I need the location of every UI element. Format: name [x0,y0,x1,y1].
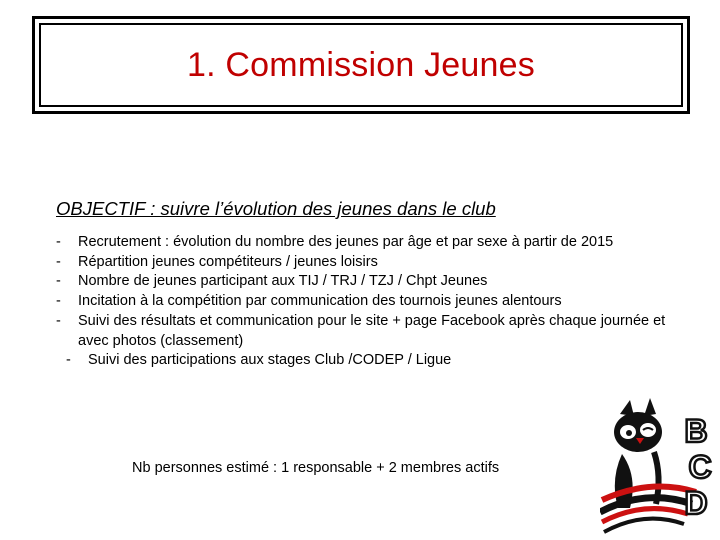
bullet-text: Suivi des participations aux stages Club /CODEP / Ligue [88,352,452,369]
bullet-item [56,272,696,292]
club-logo [600,396,716,536]
title-inner-border [39,23,683,107]
bullet-item [56,253,696,273]
objective-heading: OBJECTIF : suivre l’évolution des jeunes dans le club [56,198,496,219]
bullet-marker: - [66,352,71,369]
title-frame [32,16,690,114]
slide-title: 1. Commission Jeunes [187,45,535,84]
swoosh-stripes [600,487,696,532]
bullet-marker: - [56,234,61,250]
logo-letter-c: C [688,449,712,485]
bullet-list [56,233,696,371]
bullet-text: Suivi des résultats et communication pour le site + page Facebook après chaque journée et avec photos (classement) [78,312,666,349]
bullet-marker: - [56,293,61,310]
bullet-text: Recrutement : évolution du nombre des jeunes par âge et par sexe à partir de 2015 [78,234,614,250]
bullet-marker: - [56,253,61,270]
bullet-marker: - [56,273,61,290]
bullet-text: Incitation à la compétition par communication des tournois jeunes alentours [78,293,562,310]
bullet-item [56,292,696,312]
bullet-text: Répartition jeunes compétiteurs / jeunes loisirs [78,253,378,270]
bullet-item [66,351,696,371]
logo-letter-d: D [684,485,708,521]
bullet-marker: - [56,312,61,329]
bullet-item [56,233,696,253]
logo-letter-b: B [684,413,708,449]
staffing-estimate: Nb personnes estimé : 1 responsable + 2 membres actifs [132,460,500,476]
bullet-text: Nombre de jeunes participant aux TIJ / TRJ / TZJ / Chpt Jeunes [78,273,488,290]
bullet-item [56,312,696,351]
